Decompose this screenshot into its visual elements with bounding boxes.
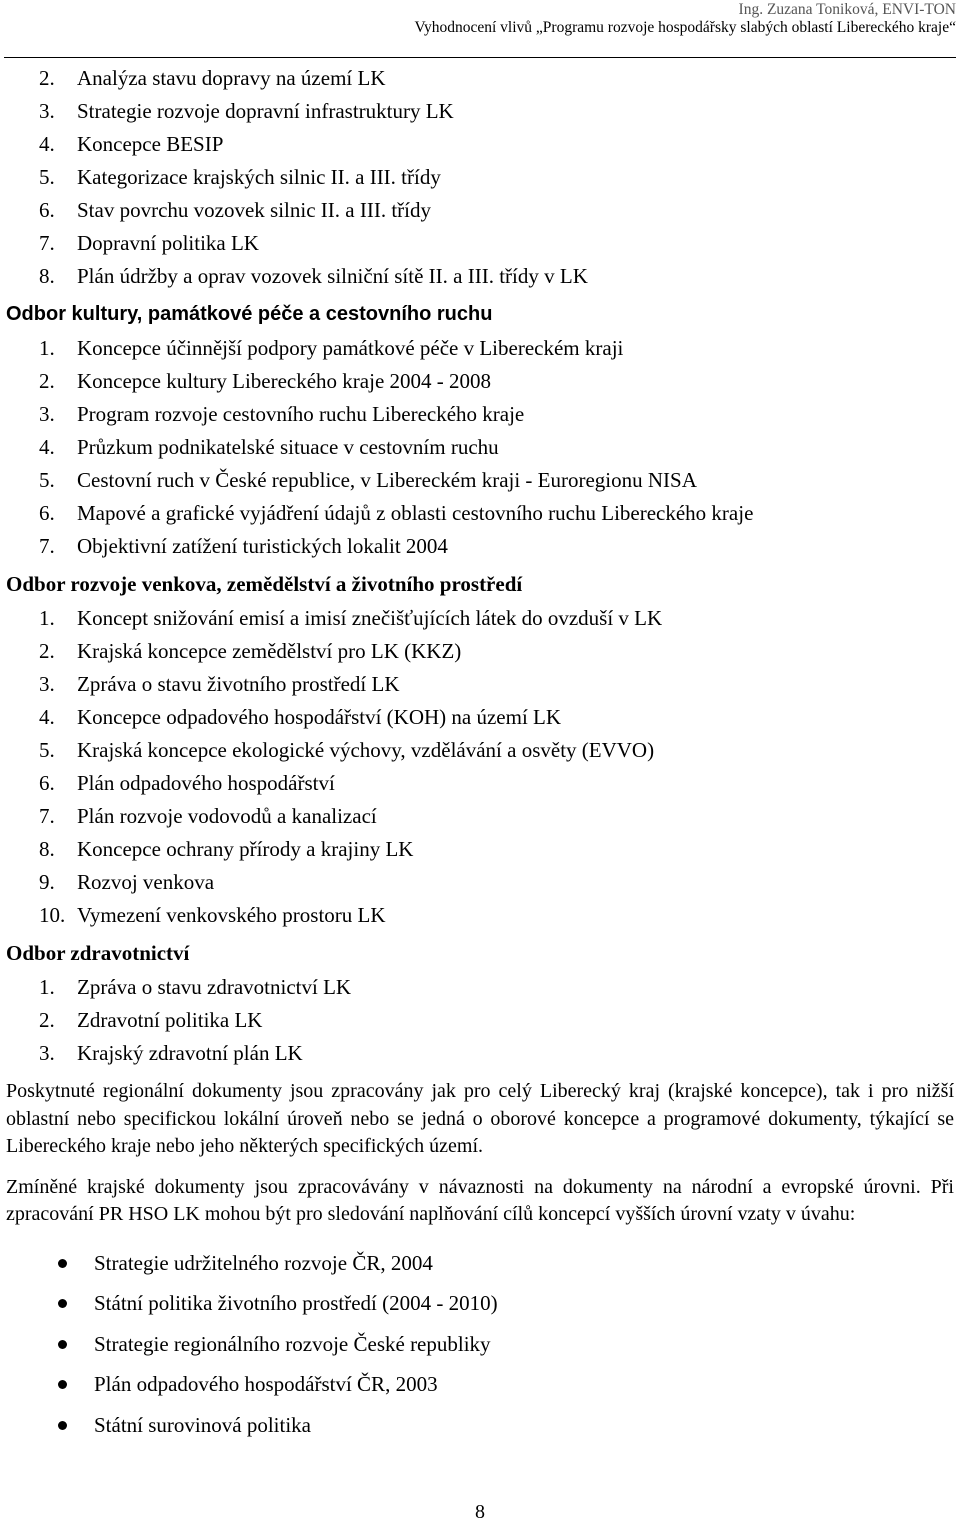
list-item [6, 497, 954, 530]
list-item [6, 899, 954, 932]
list-item [6, 260, 954, 293]
list-item-text: Analýza stavu dopravy na území LK [77, 66, 386, 90]
rural-document-list [6, 602, 954, 932]
list-item [6, 734, 954, 767]
higher-level-documents-list [6, 1243, 954, 1446]
list-item-text: Plán rozvoje vodovodů a kanalizací [77, 804, 377, 828]
health-document-list [6, 971, 954, 1070]
list-item-text: Průzkum podnikatelské situace v cestovním ruchu [77, 435, 499, 459]
header-author: Ing. Zuzana Toniková, ENVI-TON [738, 1, 956, 18]
list-item [6, 971, 954, 1004]
list-item-number: 3. [39, 99, 55, 123]
list-item-text: Vymezení venkovského prostoru LK [77, 903, 386, 927]
page-number: 8 [475, 1501, 485, 1523]
list-item [6, 767, 954, 800]
list-item-text: Krajská koncepce ekologické výchovy, vzdělávání a osvěty (EVVO) [77, 738, 655, 762]
list-item-number: 3. [39, 672, 55, 696]
bullet-item-text: Plán odpadového hospodářství ČR, 2003 [94, 1372, 438, 1396]
bullet-item [6, 1405, 954, 1446]
list-item-number: 4. [39, 435, 55, 459]
list-item-text: Zpráva o stavu zdravotnictví LK [77, 975, 352, 999]
list-item-number: 1. [39, 336, 55, 360]
list-item [6, 128, 954, 161]
bullet-dot-icon [58, 1380, 67, 1389]
list-item-number: 7. [39, 804, 55, 828]
list-item-text: Stav povrchu vozovek silnic II. a III. třídy [77, 198, 431, 222]
bullet-dot-icon [58, 1259, 67, 1268]
list-item [6, 227, 954, 260]
list-item-number: 1. [39, 606, 55, 630]
list-item-number: 3. [39, 402, 55, 426]
bullet-item-text: Strategie regionálního rozvoje České republiky [94, 1331, 491, 1356]
page-header [4, 0, 956, 58]
list-item [6, 866, 954, 899]
bullet-dot-icon [58, 1299, 67, 1308]
list-item [6, 161, 954, 194]
list-item [6, 194, 954, 227]
culture-document-list [6, 332, 954, 563]
list-item-number: 9. [39, 870, 55, 894]
bullet-item-text: Státní politika životního prostředí (2004 - 2010) [94, 1291, 498, 1315]
header-doc-title: Vyhodnocení vlivů „Programu rozvoje hospodářsky slabých oblastí Libereckého kraje“ [414, 19, 956, 36]
list-item-text: Krajský zdravotní plán LK [77, 1041, 303, 1065]
transport-document-list [6, 62, 954, 293]
list-item-number: 4. [39, 705, 55, 729]
list-item-number: 2. [39, 639, 55, 663]
paragraph-regional-documents: Poskytnuté regionální dokumenty jsou zpracovány jak pro celý Liberecký kraj (krajské koncepce), tak i pro nižší oblastní nebo specifickou lokální úroveň nebo se jedná o oborové koncepce a programové dokumenty, týkající se Libereckého kraje nebo jeho některých specifických území. [6, 1080, 954, 1157]
list-item-text: Koncepce ochrany přírody a krajiny LK [77, 837, 414, 861]
paragraph-national-documents: Zmíněné krajské dokumenty jsou zpracovávány v návaznosti na dokumenty na národní a evropské úrovni. Při zpracování PR HSO LK mohou být pro sledování naplňování cílů koncepcí vyšších úrovní vzaty v úvahu: [6, 1175, 954, 1225]
list-item-number: 7. [39, 231, 55, 255]
bullet-dot-icon [58, 1340, 67, 1349]
list-item-text: Zdravotní politika LK [77, 1008, 263, 1032]
bullet-item [6, 1243, 954, 1284]
list-item [6, 332, 954, 365]
list-item-number: 2. [39, 66, 55, 90]
list-item-number: 7. [39, 534, 55, 558]
list-item-number: 6. [39, 501, 55, 525]
list-item [6, 833, 954, 866]
list-item-number: 5. [39, 468, 55, 492]
page-content [6, 62, 954, 1445]
list-item [6, 1037, 954, 1070]
list-item [6, 602, 954, 635]
list-item-number: 2. [39, 369, 55, 393]
list-item [6, 62, 954, 95]
list-item [6, 95, 954, 128]
list-item-number: 4. [39, 132, 55, 156]
list-item [6, 464, 954, 497]
health-section-heading: Odbor zdravotnictví [6, 941, 190, 965]
list-item [6, 701, 954, 734]
list-item-text: Plán údržby a oprav vozovek silniční sítě II. a III. třídy v LK [77, 264, 588, 288]
list-item-text: Zpráva o stavu životního prostředí LK [77, 672, 400, 696]
list-item-text: Krajská koncepce zemědělství pro LK (KKZ) [77, 639, 462, 663]
list-item-number: 6. [39, 198, 55, 222]
bullet-item [6, 1364, 954, 1405]
list-item-text: Kategorizace krajských silnic II. a III. třídy [77, 165, 441, 189]
list-item-text: Koncepce kultury Libereckého kraje 2004 - 2008 [77, 369, 492, 393]
list-item-text: Plán odpadového hospodářství [77, 771, 335, 795]
list-item-number: 5. [39, 738, 55, 762]
bullet-item-text: Státní surovinová politika [94, 1412, 311, 1437]
list-item-text: Koncepce účinnější podpory památkové péče v Libereckém kraji [77, 336, 624, 360]
list-item-number: 6. [39, 771, 55, 795]
list-item-text: Koncepce BESIP [77, 132, 224, 156]
list-item [6, 398, 954, 431]
bullet-item [6, 1324, 954, 1365]
list-item-text: Objektivní zatížení turistických lokalit 2004 [77, 534, 448, 558]
list-item [6, 635, 954, 668]
list-item-number: 1. [39, 975, 55, 999]
list-item [6, 365, 954, 398]
list-item-number: 3. [39, 1041, 55, 1065]
list-item-number: 10. [39, 903, 66, 927]
bullet-item [6, 1283, 954, 1324]
list-item-text: Rozvoj venkova [77, 870, 215, 894]
list-item [6, 431, 954, 464]
culture-section-heading: Odbor kultury, památkové péče a cestovního ruchu [6, 303, 493, 325]
list-item-number: 8. [39, 837, 55, 861]
rural-section-heading: Odbor rozvoje venkova, zemědělství a životního prostředí [6, 572, 523, 596]
list-item [6, 800, 954, 833]
list-item-text: Program rozvoje cestovního ruchu Libereckého kraje [77, 402, 525, 426]
list-item-text: Cestovní ruch v České republice, v Libereckém kraji - Euroregionu NISA [77, 468, 697, 492]
bullet-item-text: Strategie udržitelného rozvoje ČR, 2004 [94, 1250, 433, 1275]
list-item-text: Koncept snižování emisí a imisí znečišťujících látek do ovzduší v LK [77, 606, 663, 630]
list-item [6, 530, 954, 563]
list-item [6, 668, 954, 701]
list-item [6, 1004, 954, 1037]
list-item-number: 5. [39, 165, 55, 189]
list-item-number: 2. [39, 1008, 55, 1032]
list-item-text: Koncepce odpadového hospodářství (KOH) na území LK [77, 705, 562, 729]
list-item-number: 8. [39, 264, 55, 288]
bullet-dot-icon [58, 1421, 67, 1430]
list-item-text: Strategie rozvoje dopravní infrastruktury LK [77, 99, 454, 123]
list-item-text: Dopravní politika LK [77, 231, 259, 255]
list-item-text: Mapové a grafické vyjádření údajů z oblasti cestovního ruchu Libereckého kraje [77, 501, 754, 525]
